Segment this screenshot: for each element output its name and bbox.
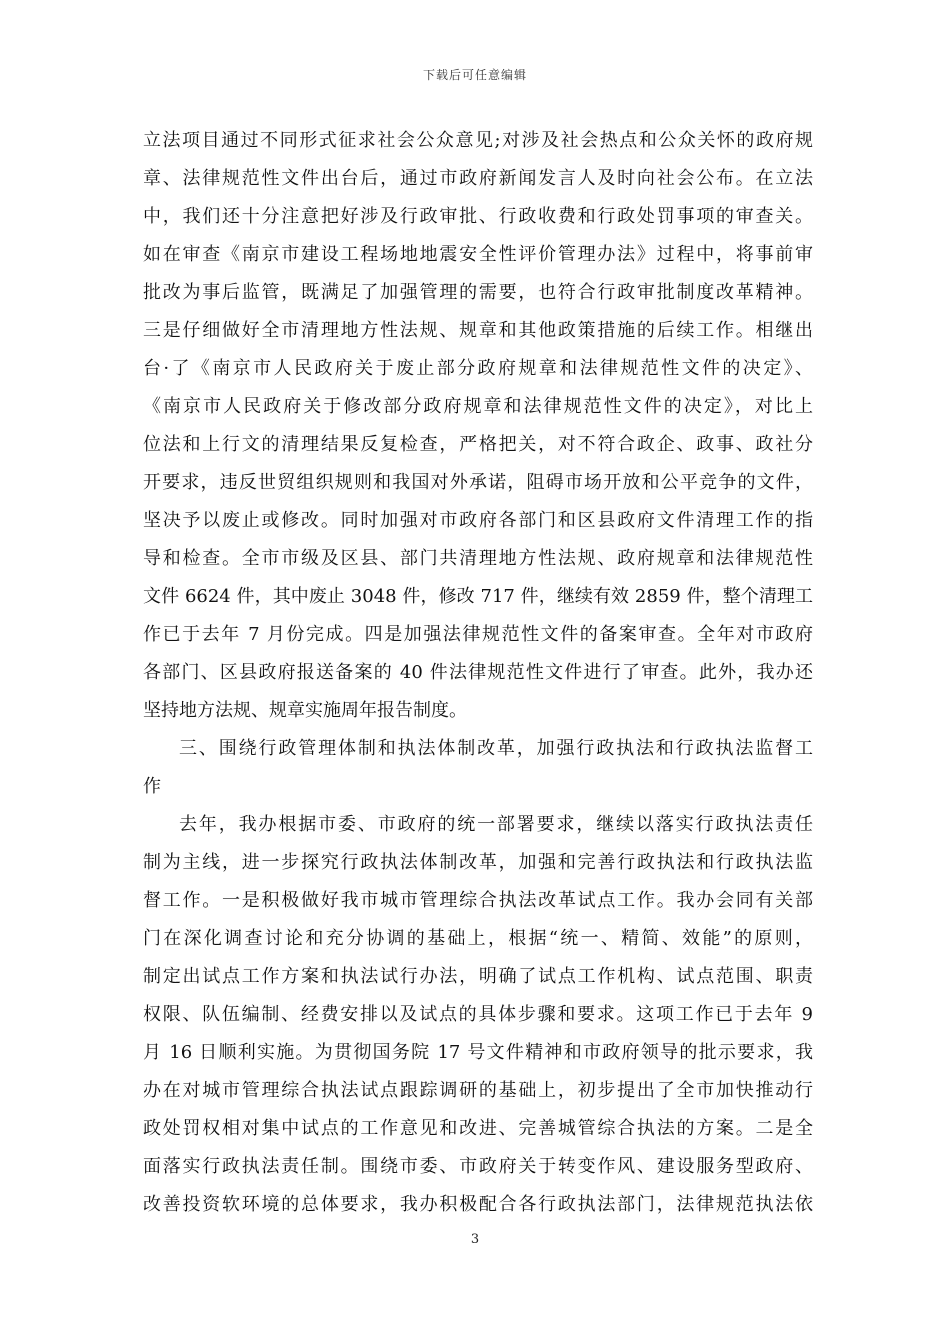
section-heading [143, 730, 813, 806]
text-line: 开要求，违反世贸组织规则和我国对外承诺，阻碍市场开放和公平竞争的文件， [143, 472, 813, 493]
text-line: 制为主线，进一步探究行政执法体制改革，加强和完善行政执法和行政执法监 [143, 852, 813, 873]
document-body [143, 122, 813, 1224]
text-line: 章、法律规范性文件出台后，通过市政府新闻发言人及时向社会公布。在立法 [143, 168, 813, 189]
text-line: 如在审查《南京市建设工程场地地震安全性评价管理办法》过程中，将事前审 [143, 244, 813, 265]
paragraph [143, 806, 813, 1224]
text-line: 政处罚权相对集中试点的工作意见和改进、完善城管综合执法的方案。二是全 [143, 1118, 813, 1139]
text-line: 作 [143, 776, 161, 797]
text-line: 面落实行政执法责任制。围绕市委、市政府关于转变作风、建设服务型政府、 [143, 1156, 813, 1177]
text-line: 权限、队伍编制、经费安排以及试点的具体步骤和要求。这项工作已于去年 9 [143, 1004, 813, 1025]
text-line: 导和检查。全市市级及区县、部门共清理地方性法规、政府规章和法律规范性 [143, 548, 813, 569]
text-line: 坚持地方法规、规章实施周年报告制度。 [143, 700, 467, 721]
text-line: 三是仔细做好全市清理地方性法规、规章和其他政策措施的后续工作。相继出 [143, 320, 813, 341]
paragraph [143, 122, 813, 730]
text-line: 文件 6624 件，其中废止 3048 件，修改 717 件，继续有效 2859 件，整个清理工 [143, 586, 813, 607]
page-header: 下载后可任意编辑 [422, 68, 527, 82]
text-line: 位法和上行文的清理结果反复检查，严格把关，对不符合政企、政事、政社分 [143, 434, 813, 455]
page-number: 3 [470, 1232, 480, 1247]
text-line: 台·了《南京市人民政府关于废止部分政府规章和法律规范性文件的决定》、 [143, 358, 813, 379]
text-line: 批改为事后监管，既满足了加强管理的需要，也符合行政审批制度改革精神。 [143, 282, 813, 303]
text-line: 改善投资软环境的总体要求，我办积极配合各行政执法部门，法律规范执法依 [143, 1194, 813, 1215]
text-line: 中，我们还十分注意把好涉及行政审批、行政收费和行政处罚事项的审查关。 [143, 206, 813, 227]
text-line: 办在对城市管理综合执法试点跟踪调研的基础上，初步提出了全市加快推动行 [143, 1080, 813, 1101]
text-line: 去年，我办根据市委、市政府的统一部署要求，继续以落实行政执法责任 [179, 814, 813, 835]
text-line: 督工作。一是积极做好我市城市管理综合执法改革试点工作。我办会同有关部 [143, 890, 813, 911]
text-line: 坚决予以废止或修改。同时加强对市政府各部门和区县政府文件清理工作的指 [143, 510, 813, 531]
text-line: 各部门、区县政府报送备案的 40 件法律规范性文件进行了审查。此外，我办还 [143, 662, 813, 683]
text-line: 作已于去年 7 月份完成。四是加强法律规范性文件的备案审查。全年对市政府 [143, 624, 813, 645]
text-line: 三、围绕行政管理体制和执法体制改革，加强行政执法和行政执法监督工 [179, 738, 813, 759]
text-line: 月 16 日顺利实施。为贯彻国务院 17 号文件精神和市政府领导的批示要求，我 [143, 1042, 813, 1063]
text-line: 制定出试点工作方案和执法试行办法，明确了试点工作机构、试点范围、职责 [143, 966, 813, 987]
text-line: 《南京市人民政府关于修改部分政府规章和法律规范性文件的决定》，对比上 [143, 396, 813, 417]
text-line: 门在深化调查讨论和充分协调的基础上，根据“统一、精简、效能”的原则， [143, 928, 813, 949]
text-line: 立法项目通过不同形式征求社会公众意见;对涉及社会热点和公众关怀的政府规 [143, 130, 813, 151]
